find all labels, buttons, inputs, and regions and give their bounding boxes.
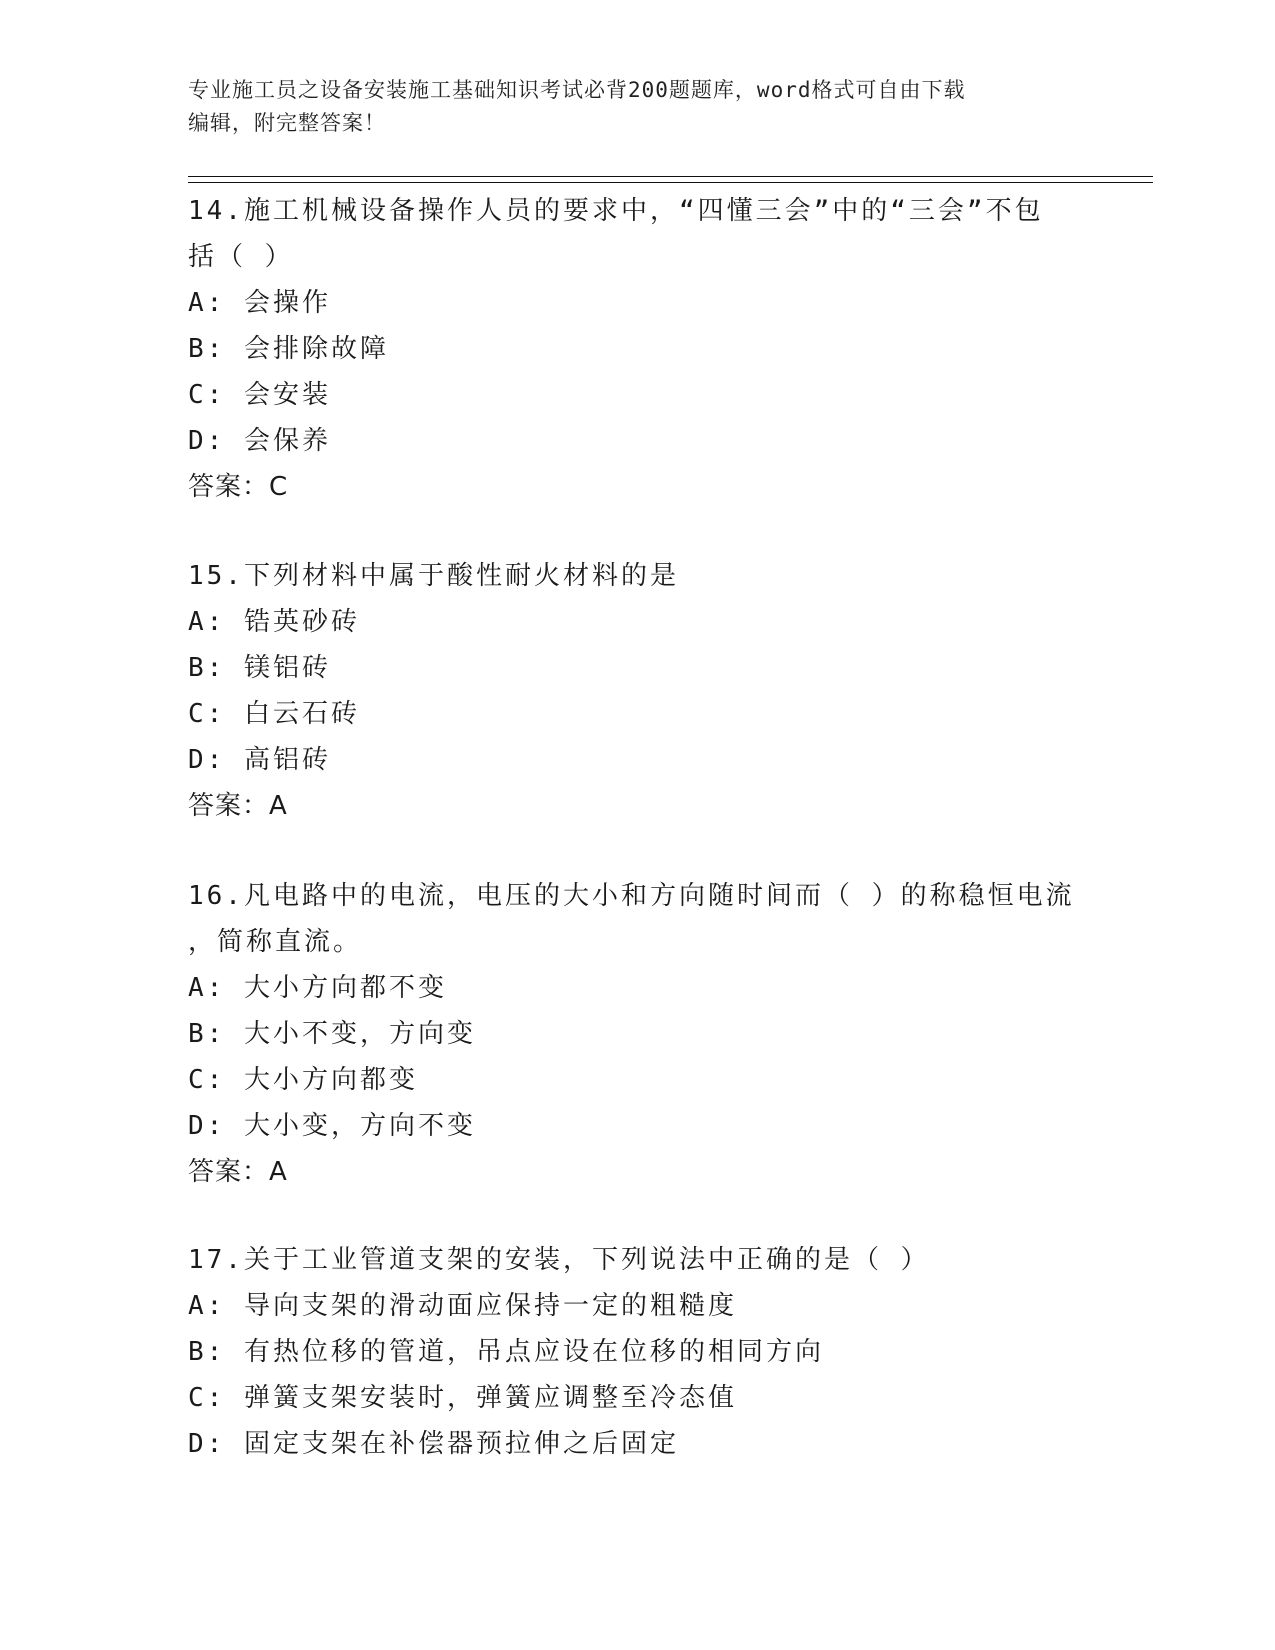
option-a: A: 导向支架的滑动面应保持一定的粗糙度 (188, 1291, 737, 1321)
header-divider-top (188, 176, 1153, 177)
option-b: B: 大小不变，方向变 (188, 1019, 476, 1049)
question-stem: 14.施工机械设备操作人员的要求中，“四懂三会”中的“三会”不包 (188, 196, 1044, 226)
answer-line: 答案：C (188, 472, 289, 502)
question-16 (188, 873, 1088, 1195)
option-b: B: 有热位移的管道，吊点应设在位移的相同方向 (188, 1337, 824, 1367)
document-header (188, 74, 1088, 140)
option-c: C: 大小方向都变 (188, 1065, 418, 1095)
option-d: D: 会保养 (188, 426, 331, 456)
option-b: B: 会排除故障 (188, 334, 389, 364)
option-a: A: 大小方向都不变 (188, 973, 447, 1003)
question-stem: 17.关于工业管道支架的安装，下列说法中正确的是（ ） (188, 1245, 930, 1275)
option-c: C: 白云石砖 (188, 699, 360, 729)
option-b: B: 镁铝砖 (188, 653, 331, 683)
question-stem-continued: 括（ ） (188, 242, 294, 272)
option-a: A: 会操作 (188, 288, 331, 318)
option-d: D: 固定支架在补偿器预拉伸之后固定 (188, 1429, 679, 1459)
header-divider-bottom (188, 182, 1153, 183)
option-d: D: 高铝砖 (188, 745, 331, 775)
header-line-2: 编辑，附完整答案！ (188, 111, 386, 135)
question-14 (188, 188, 1088, 510)
question-15 (188, 553, 1088, 829)
option-c: C: 弹簧支架安装时，弹簧应调整至冷态值 (188, 1383, 737, 1413)
header-line-1: 专业施工员之设备安装施工基础知识考试必背200题题库，word格式可自由下载 (188, 78, 966, 102)
option-c: C: 会安装 (188, 380, 331, 410)
answer-line: 答案：A (188, 1157, 288, 1187)
question-stem-continued: ，简称直流。 (188, 927, 363, 957)
question-17 (188, 1237, 1088, 1467)
question-stem: 15.下列材料中属于酸性耐火材料的是 (188, 561, 679, 591)
question-stem: 16.凡电路中的电流，电压的大小和方向随时间而（ ）的称稳恒电流 (188, 881, 1075, 911)
answer-line: 答案：A (188, 791, 288, 821)
option-a: A: 锆英砂砖 (188, 607, 360, 637)
option-d: D: 大小变，方向不变 (188, 1111, 476, 1141)
